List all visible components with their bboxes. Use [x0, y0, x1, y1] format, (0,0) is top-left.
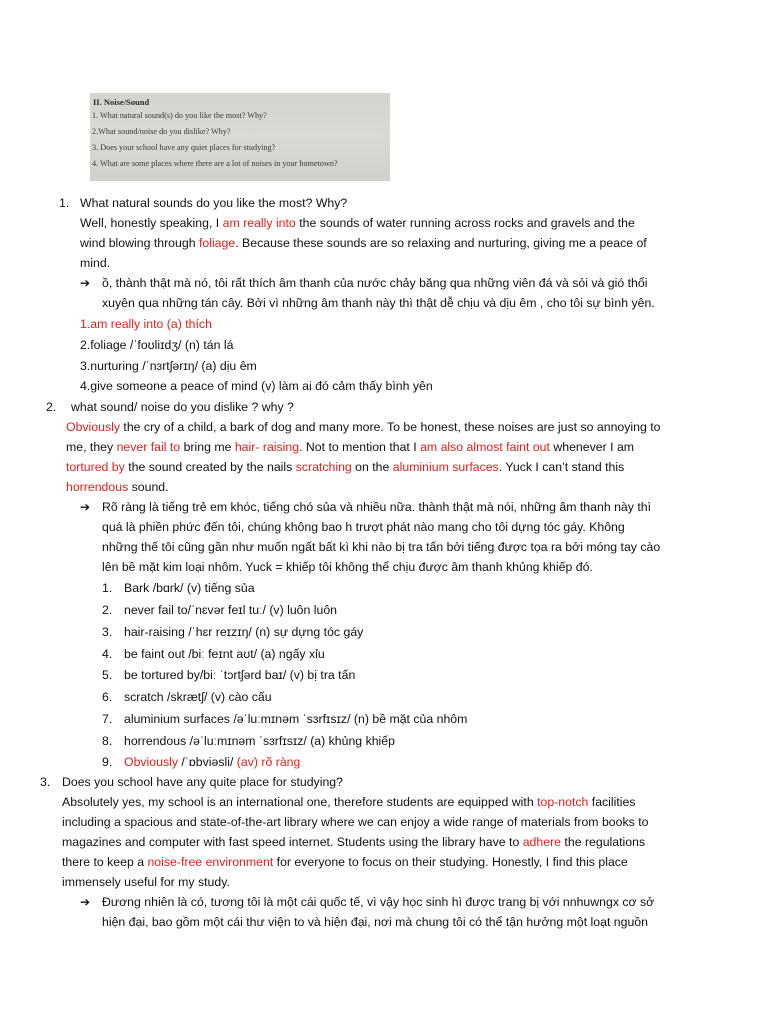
photo-line: 2.What sound/noise do you dislike? Why? [92, 127, 231, 136]
q2-vocab-num: 8. [102, 734, 113, 748]
q2-answer-line-2: me, they never fail to bring me hair- raising. Not to mention that I am also almost faint out whenever I am [66, 440, 635, 454]
q1-number: 1. [59, 196, 70, 210]
q1-translation-2: xuyên qua những tán cây. Bởi vì những âm thanh này thì thật dễ chịu và dịu êm , cho tôi sự bình yên. [102, 296, 655, 310]
q1-translation-1: ồ, thành thật mà nó, tôi rất thích âm thanh của nước chảy băng qua những viên đá và sỏi và gió thổi [102, 276, 648, 290]
q2-vocab-num: 1. [102, 581, 113, 595]
q2-vocab-num: 5. [102, 668, 113, 682]
q2-question: what sound/ noise do you dislike ? why ? [71, 400, 294, 414]
q3-answer-line-3: magazines and computer with fast speed internet. Students using the library have to adhere the regulations [62, 835, 646, 849]
arrow-icon: ➔ [80, 500, 91, 514]
q2-translation-2: quá là phiền phức đến tôi, chúng không bao h trượt phát nào mang cho tôi dựng tóc gáy. Không [102, 520, 625, 534]
q2-vocab-item: be faint out /biː feɪnt aʊt/ (a) ngấy xỉu [124, 647, 325, 661]
q2-vocab-item: hair-raising /ˈhɛr reɪzɪŋ/ (n) sự dựng tóc gáy [124, 625, 364, 639]
q1-vocab-2: 2.foliage /ˈfoʊliɪdʒ/ (n) tán lá [80, 338, 234, 352]
q3-question: Does you school have any quite place for studying? [62, 775, 343, 789]
q2-answer-line-4: horrendous sound. [66, 480, 169, 494]
photo-line: 1. What natural sound(s) do you like the most? Why? [92, 111, 267, 120]
q1-answer-line-3: mind. [80, 256, 111, 270]
arrow-icon: ➔ [80, 276, 91, 290]
textbook-photo [90, 93, 390, 181]
q2-vocab-num: 6. [102, 690, 113, 704]
q2-vocab-item: aluminium surfaces /əˈluːmɪnəm ˈsɜrfɪsɪz/ (n) bề mặt của nhôm [124, 712, 468, 726]
q2-translation-1: Rõ ràng là tiếng trẻ em khóc, tiếng chó sủa và nhiều nữa. thành thật mà nói, những âm thanh này thì [102, 500, 651, 514]
photo-line: 3. Does your school have any quiet places for studying? [92, 143, 276, 152]
q2-answer-line-3: tortured by the sound created by the nails scratching on the aluminium surfaces. Yuck I can’t stand this [66, 460, 625, 474]
q1-answer-line-1: Well, honestly speaking, I am really into the sounds of water running across rocks and gravels and the [80, 216, 635, 230]
q2-vocab-item: Bark /bɑrk/ (v) tiếng sủa [124, 581, 255, 595]
q2-number: 2. [46, 400, 57, 414]
q2-vocab-item: scratch /skrætʃ/ (v) cào cấu [124, 690, 272, 704]
q2-vocab-num: 9. [102, 755, 113, 769]
q1-answer-line-2: wind blowing through foliage. Because these sounds are so relaxing and nurturing, giving me a peace of [80, 236, 647, 250]
q1-vocab-1: 1.am really into (a) thích [80, 317, 212, 331]
q3-answer-line-1: Absolutely yes, my school is an international one, therefore students are equipped with top-notch facilities [62, 795, 636, 809]
q2-vocab-num: 7. [102, 712, 113, 726]
q2-vocab-num: 2. [102, 603, 113, 617]
q1-vocab-3: 3.nurturing /ˈnɜrtʃərɪŋ/ (a) dịu êm [80, 359, 257, 373]
q2-translation-3: những thế tôi cũng gần như muốn ngất bất kì khi nào bị tra tấn bởi tiếng được tọa ra bởi móng tay cào [102, 540, 661, 554]
q2-vocab-item: never fail to/ˈnɛvər feɪl tuː/ (v) luôn luôn [124, 603, 338, 617]
q3-translation-2: hiện đại, bao gồm một cái thư viện to và hiện đại, nơi mà chung tôi có thể tận hưởng một loạt nguồn [102, 915, 648, 929]
photo-line: 4. What are some places where there are a lot of noises in your hometown? [92, 159, 338, 168]
q3-translation-1: Đương nhiên là có, tương tôi là một cái quốc tế, vì vậy học sinh hì được trang bị với nnhuwngx cơ sở [102, 895, 655, 909]
q3-number: 3. [40, 775, 51, 789]
q2-translation-4: lên bề mặt kim loại nhôm. Yuck = khiếp tôi không thể chịu được âm thanh khủng khiếp đó. [102, 560, 593, 574]
q2-answer-line-1: Obviously the cry of a child, a bark of dog and many more. To be honest, these noises are just so annoying to [66, 420, 661, 434]
q2-vocab-num: 4. [102, 647, 113, 661]
q2-vocab-item: Obviously /ˈɒbviəsli/ (av) rõ ràng [124, 755, 301, 769]
q3-answer-line-4: there to keep a noise-free environment for everyone to focus on their studying. Honestly, I find this place [62, 855, 628, 869]
photo-title: II. Noise/Sound [93, 97, 150, 107]
arrow-icon: ➔ [80, 895, 91, 909]
q2-vocab-item: be tortured by/biː ˈtɔrtʃərd baɪ/ (v) bị tra tấn [124, 668, 356, 682]
q3-answer-line-5: immensely useful for my study. [62, 875, 230, 889]
q1-vocab-4: 4.give someone a peace of mind (v) làm ai đó cảm thấy bình yên [80, 379, 433, 393]
q2-vocab-item: horrendous /əˈluːmɪnəm ˈsɜrfɪsɪz/ (a) khủng khiếp [124, 734, 395, 748]
q2-vocab-num: 3. [102, 625, 113, 639]
q3-answer-line-2: including a spacious and state-of-the-art library where we can enjoy a wide range of materials from books to [62, 815, 649, 829]
q1-question: What natural sounds do you like the most? Why? [80, 196, 348, 210]
